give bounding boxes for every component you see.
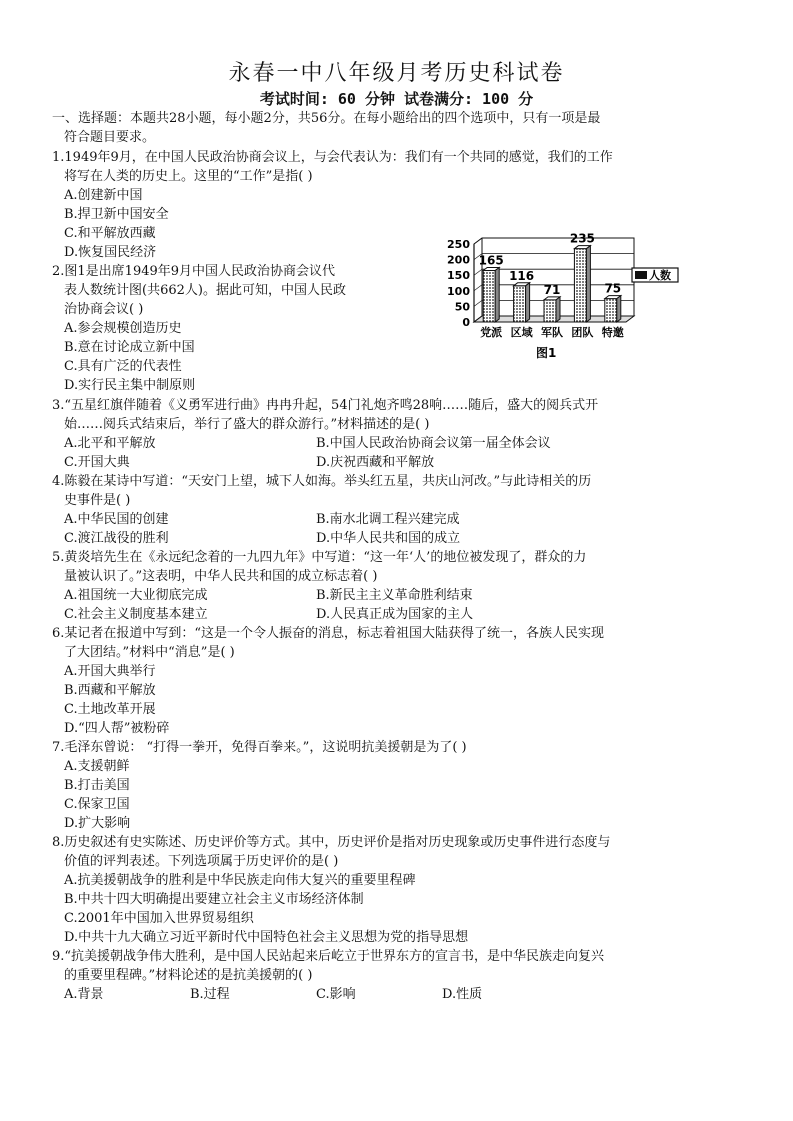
bar xyxy=(605,296,621,322)
chart-legend xyxy=(632,268,678,282)
bar xyxy=(514,283,530,322)
bar-side xyxy=(495,268,499,322)
question-4-option-c[interactable]: C.渡江战役的胜利 xyxy=(64,531,169,546)
question-4-option-b[interactable]: B.南水北调工程兴建完成 xyxy=(316,512,460,527)
question-5-stem-cont: 量被认识了。”这表明，中华人民共和国的成立标志着( ) xyxy=(64,569,378,584)
y-tick-label: 0 xyxy=(462,316,470,329)
question-4-stem: 4.陈毅在某诗中写道：“天安门上望，城下人如海。举头红五星，共庆山河改。”与此诗相关的历 xyxy=(52,474,592,489)
x-tick-label: 党派 xyxy=(480,326,503,339)
question-1-stem: 1.1949年9月，在中国人民政治协商会议上，与会代表认为：我们有一个共同的感觉，我们的工作 xyxy=(52,150,613,165)
question-2-stem-cont2: 治协商会议( ) xyxy=(64,302,144,317)
question-7-option-a[interactable]: A.支援朝鲜 xyxy=(64,759,130,774)
delegates-bar-chart xyxy=(432,230,712,365)
bar-side xyxy=(586,246,590,322)
question-7-option-d[interactable]: D.扩大影响 xyxy=(64,816,131,831)
question-5-option-d[interactable]: D.人民真正成为国家的主人 xyxy=(316,607,474,622)
question-5-stem: 5.黄炎培先生在《永远纪念着的一九四九年》中写道：“这一年‘人’的地位被发现了，群众的力 xyxy=(52,550,587,565)
question-1-option-b[interactable]: B.捍卫新中国安全 xyxy=(64,207,169,222)
bar-side xyxy=(556,297,560,322)
bar-side xyxy=(617,296,621,322)
question-9-option-d[interactable]: D.性质 xyxy=(442,987,483,1002)
y-tick-label: 50 xyxy=(454,300,470,314)
data-label: 116 xyxy=(509,268,535,283)
question-9-option-a[interactable]: A.背景 xyxy=(64,987,104,1002)
exam-info: 考试时间: 60 分钟 试卷满分: 100 分 xyxy=(259,90,534,108)
bar-front xyxy=(544,300,556,322)
question-9-stem-cont: 的重要里程碑。”材料论述的是抗美援朝的( ) xyxy=(64,968,313,983)
question-5-option-c[interactable]: C.社会主义制度基本建立 xyxy=(64,607,208,622)
data-label: 71 xyxy=(543,282,561,297)
bar-side xyxy=(526,283,530,322)
question-9-option-c[interactable]: C.影响 xyxy=(316,987,356,1002)
data-label: 165 xyxy=(478,253,504,268)
question-6-option-c[interactable]: C.土地改革开展 xyxy=(64,702,156,717)
question-1-option-c[interactable]: C.和平解放西藏 xyxy=(64,226,156,241)
question-5-option-a[interactable]: A.祖国统一大业彻底完成 xyxy=(64,588,208,603)
question-2-stem: 2.图1是出席1949年9月中国人民政治协商会议代 xyxy=(52,264,336,279)
question-9-option-b[interactable]: B.过程 xyxy=(190,987,230,1002)
question-3-option-b[interactable]: B.中国人民政治协商会议第一届全体会议 xyxy=(316,436,551,451)
question-3-option-a[interactable]: A.北平和平解放 xyxy=(64,436,156,451)
question-9-stem: 9.“抗美援朝战争伟大胜利，是中国人民站起来后屹立于世界东方的宣言书，是中华民族走向复兴 xyxy=(52,949,605,964)
section-instructions-cont: 符合题目要求。 xyxy=(64,130,156,145)
page-title: 永春一中八年级月考历史科试卷 xyxy=(228,61,565,86)
question-2-option-d[interactable]: D.实行民主集中制原则 xyxy=(64,378,196,393)
question-1-option-d[interactable]: D.恢复国民经济 xyxy=(64,245,157,260)
question-7-stem: 7.毛泽东曾说： “打得一拳开，免得百拳来。”，这说明抗美援朝是为了( ) xyxy=(52,740,467,755)
question-2-option-c[interactable]: C.具有广泛的代表性 xyxy=(64,359,182,374)
question-7-option-b[interactable]: B.打击美国 xyxy=(64,778,130,793)
question-6-option-b[interactable]: B.西藏和平解放 xyxy=(64,683,156,698)
question-7-option-c[interactable]: C.保家卫国 xyxy=(64,797,130,812)
y-tick-label: 100 xyxy=(447,284,470,298)
question-2-option-b[interactable]: B.意在讨论成立新中国 xyxy=(64,340,195,355)
question-8-stem: 8.历史叙述有史实陈述、历史评价等方式。其中，历史评价是指对历史现象或历史事件进行态度与 xyxy=(52,835,611,850)
question-6-option-d[interactable]: D.“四人帮”被粉碎 xyxy=(64,721,170,736)
bar xyxy=(574,246,590,322)
bar-front xyxy=(605,299,617,322)
y-tick-label: 200 xyxy=(447,253,470,267)
legend-label: 人数 xyxy=(649,269,671,282)
question-8-option-d[interactable]: D.中共十九大确立习近平新时代中国特色社会主义思想为党的指导思想 xyxy=(64,930,469,945)
section-instructions: 一、选择题：本题共28小题，每小题2分，共56分。在每小题给出的四个选项中，只有一项是最 xyxy=(52,111,601,126)
bar-front xyxy=(514,286,526,322)
data-label: 235 xyxy=(569,231,595,246)
question-6-stem-cont: 了大团结。”材料中“消息”是( ) xyxy=(64,645,235,660)
question-1-stem-cont: 将写在人类的历史上。这里的“工作”是指( ) xyxy=(64,169,313,184)
question-1-option-a[interactable]: A.创建新中国 xyxy=(64,188,143,203)
question-4-stem-cont: 史事件是( ) xyxy=(64,493,131,508)
question-4-option-d[interactable]: D.中华人民共和国的成立 xyxy=(316,531,461,546)
question-3-stem-cont: 始……阅兵式结束后，举行了盛大的群众游行。”材料描述的是( ) xyxy=(64,417,430,432)
figure-caption: 图1 xyxy=(536,346,557,360)
x-tick-label: 区域 xyxy=(510,326,533,339)
y-tick-label: 250 xyxy=(447,238,470,251)
question-4-option-a[interactable]: A.中华民国的创建 xyxy=(64,512,169,527)
x-tick-label: 特邀 xyxy=(601,326,624,339)
data-label: 75 xyxy=(604,281,622,296)
legend-swatch xyxy=(635,271,647,279)
question-6-option-a[interactable]: A.开国大典举行 xyxy=(64,664,156,679)
question-8-option-a[interactable]: A.抗美援朝战争的胜利是中华民族走向伟大复兴的重要里程碑 xyxy=(64,873,416,888)
question-5-option-b[interactable]: B.新民主主义革命胜利结束 xyxy=(316,588,473,603)
question-3-option-c[interactable]: C.开国大典 xyxy=(64,455,130,470)
y-tick-label: 150 xyxy=(447,269,470,283)
question-3-option-d[interactable]: D.庆祝西藏和平解放 xyxy=(316,455,435,470)
question-2-option-a[interactable]: A.参会规模创造历史 xyxy=(64,321,182,336)
question-8-option-b[interactable]: B.中共十四大明确提出要建立社会主义市场经济体制 xyxy=(64,892,364,907)
question-3-stem: 3.“五星红旗伴随着《义勇军进行曲》冉冉升起，54门礼炮齐鸣28响……随后，盛大的阅兵式开 xyxy=(52,398,599,413)
question-8-stem-cont: 价值的评判表述。下列选项属于历史评价的是( ) xyxy=(64,854,339,869)
x-tick-label: 团队 xyxy=(571,326,594,339)
x-tick-label: 军队 xyxy=(541,326,563,339)
bar xyxy=(483,268,499,322)
bar xyxy=(544,297,560,322)
question-2-stem-cont: 表人数统计图(共662人)。据此可知，中国人民政 xyxy=(64,283,346,298)
bar-front xyxy=(574,249,586,322)
question-8-option-c[interactable]: C.2001年中国加入世界贸易组织 xyxy=(64,911,254,926)
bar-front xyxy=(483,271,495,322)
question-6-stem: 6.某记者在报道中写到：“这是一个令人振奋的消息，标志着祖国大陆获得了统一，各族人民实现 xyxy=(52,626,605,641)
